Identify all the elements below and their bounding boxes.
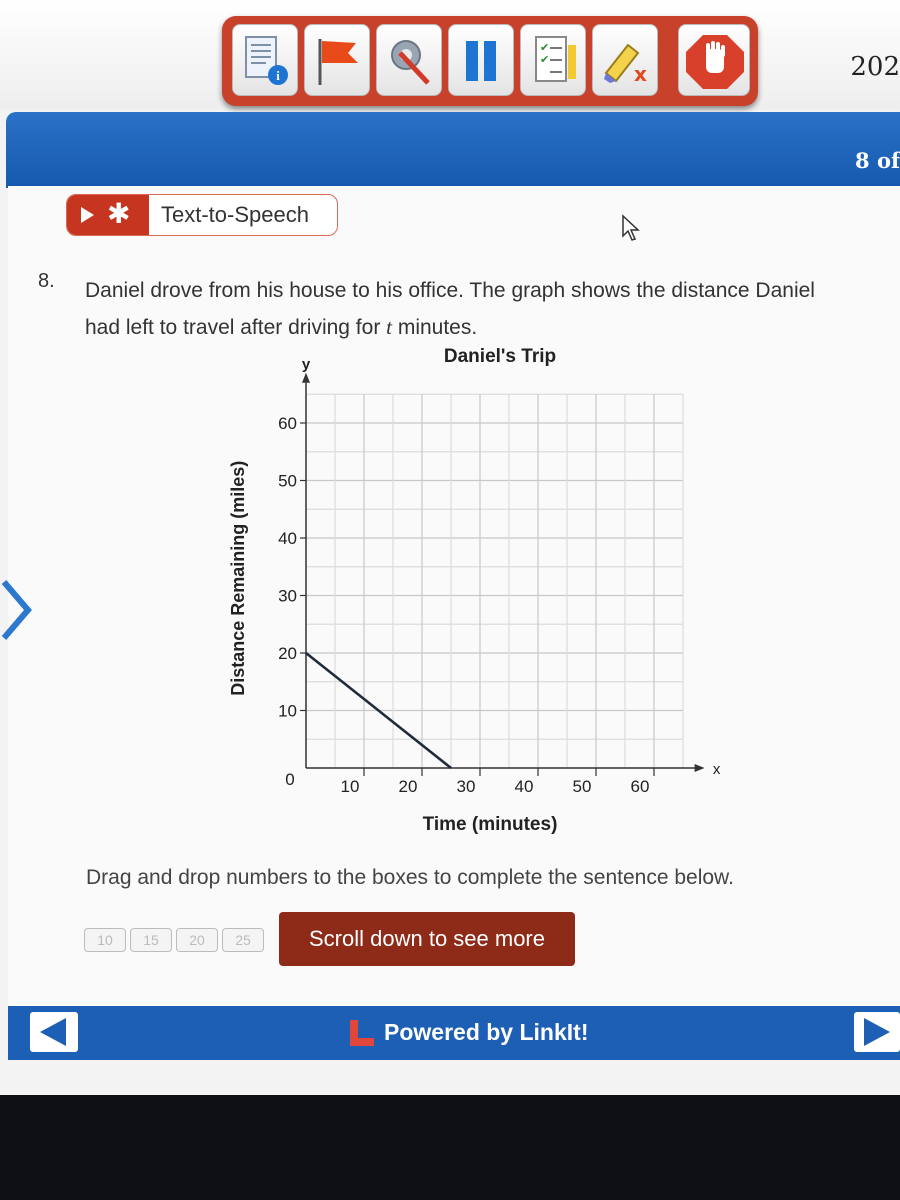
tts-label: Text-to-Speech: [161, 202, 309, 227]
question-number: 8.: [38, 270, 55, 292]
x-tick-label: 50: [572, 777, 592, 796]
tools-icon: [382, 33, 438, 89]
y-tick-label: 40: [278, 529, 297, 548]
asterisk-icon: ✱: [107, 198, 131, 229]
pause-icon: [454, 33, 510, 89]
x-tick-label: 40: [514, 777, 534, 796]
x-tick-label: 20: [398, 777, 418, 796]
chart-container: [220, 340, 740, 840]
daniels-trip-chart: [220, 340, 740, 840]
chart-title: Daniel's Trip: [443, 346, 557, 367]
flag-icon: [310, 33, 366, 89]
y-tick-label: 20: [278, 644, 297, 663]
left-arrow-icon: [40, 1018, 66, 1046]
play-icon: [81, 207, 94, 223]
x-axis-arrow: [695, 764, 705, 772]
right-arrow-icon: [864, 1018, 890, 1046]
previous-question-button[interactable]: [30, 1012, 78, 1052]
x-axis-label: Time (minutes): [422, 814, 558, 835]
svg-text:✔: ✔: [540, 41, 550, 54]
y-axis-arrow: [302, 373, 310, 383]
expand-chevron-icon[interactable]: [0, 580, 32, 640]
review-checklist-icon: [526, 33, 582, 89]
answer-token[interactable]: 25: [222, 928, 264, 952]
question-text-start: Daniel drove from his house to his office. The graph shows the distance Daniel had left to travel after driving for: [85, 279, 815, 339]
y-tick-label: 10: [278, 701, 297, 721]
question-text-end: minutes.: [392, 316, 478, 339]
answer-token[interactable]: 20: [176, 928, 218, 952]
eraser-icon: [598, 33, 654, 89]
stop-hand-icon: [684, 33, 746, 89]
eraser-button[interactable]: [592, 24, 658, 96]
review-button[interactable]: [520, 24, 586, 96]
y-tick-label: 30: [278, 586, 297, 606]
drag-drop-instruction: Drag and drop numbers to the boxes to complete the sentence below.: [86, 866, 734, 889]
linkit-logo-icon: [346, 1018, 378, 1048]
tts-play-control[interactable]: [67, 195, 149, 235]
x-tick-label: 30: [456, 777, 476, 796]
origin-label: 0: [285, 770, 295, 789]
stop-button[interactable]: [678, 24, 750, 96]
powered-by-text: Powered by LinkIt!: [384, 1019, 589, 1045]
item-info-icon: [238, 33, 294, 89]
mouse-cursor-icon: [619, 214, 643, 242]
year-text: 202: [850, 52, 900, 82]
x-tick-label: 60: [630, 777, 650, 796]
flag-button[interactable]: [304, 24, 370, 96]
answer-token[interactable]: 10: [84, 928, 126, 952]
svg-text:i: i: [276, 68, 280, 83]
answer-token[interactable]: 15: [130, 928, 172, 952]
pause-button[interactable]: [448, 24, 514, 96]
y-axis-letter: y: [301, 355, 311, 373]
question-text: [85, 273, 845, 346]
header-bar: [6, 112, 900, 188]
question-variable: t: [386, 315, 392, 339]
page-counter: 8 of: [855, 148, 900, 173]
tools-button[interactable]: [376, 24, 442, 96]
svg-text:x: x: [634, 62, 647, 86]
x-tick-label: 10: [340, 777, 360, 796]
x-axis-letter: x: [712, 761, 721, 778]
y-tick-label: 50: [278, 471, 297, 491]
text-to-speech-button[interactable]: [66, 194, 338, 236]
next-question-button[interactable]: [854, 1012, 900, 1052]
y-tick-label: 60: [278, 414, 297, 433]
y-axis-label: Distance Remaining (miles): [228, 460, 248, 696]
item-info-button[interactable]: [232, 24, 298, 96]
svg-text:✔: ✔: [540, 53, 550, 66]
toolbar: [222, 16, 758, 106]
scroll-down-button[interactable]: Scroll down to see more: [279, 912, 575, 966]
